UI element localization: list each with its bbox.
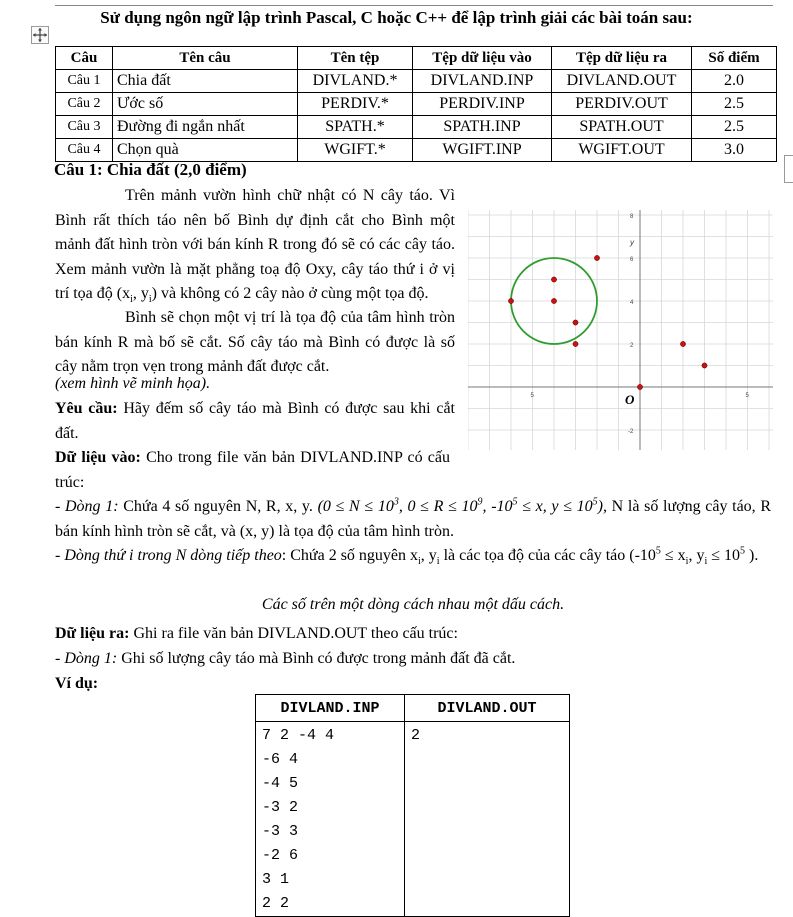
y-tick-label: 8 xyxy=(630,214,634,220)
apple-tree-point xyxy=(508,298,513,303)
problem-cell: 2.0 xyxy=(692,70,777,93)
problem-cell: PERDIV.* xyxy=(298,93,413,116)
col-header: Tên tệp xyxy=(298,47,413,70)
requirement: Yêu cầu: Hãy đếm số cây táo mà Bình có được sau khi cắt đất. xyxy=(55,400,455,442)
problem-row xyxy=(56,116,777,139)
apple-tree-point xyxy=(637,384,642,389)
problem-cell: Đường đi ngắn nhất xyxy=(113,116,298,139)
paragraph-2: Bình sẽ chọn một vị trí là tọa độ của tâm hình tròn bán kính R mà bố sẽ cắt. Số cây táo mà Bình có được là số cây nằm trọn vẹn trong mảnh đất được cắt. xyxy=(55,309,455,375)
problem-cell: SPATH.INP xyxy=(413,116,552,139)
problem-cell: SPATH.* xyxy=(298,116,413,139)
problem-cell: Chọn quà xyxy=(113,139,298,162)
x-tick-label: 5 xyxy=(530,393,534,399)
problem-cell: DIVLAND.INP xyxy=(413,70,552,93)
col-header: Số điểm xyxy=(692,47,777,70)
col-header: Câu xyxy=(56,47,113,70)
col-header: Tệp dữ liệu ra xyxy=(552,47,692,70)
x-tick-label: 5 xyxy=(745,393,749,399)
problem-table xyxy=(55,46,777,162)
problem-cell: Chia đất xyxy=(113,70,298,93)
y-tick-label: 2 xyxy=(630,343,634,349)
problem-row xyxy=(56,70,777,93)
move-icon xyxy=(32,27,48,43)
example-output-cell xyxy=(405,722,570,917)
problem-row xyxy=(56,93,777,116)
y-tick-label: -2 xyxy=(628,429,634,435)
input-line-i: - Dòng thứ i trong N dòng tiếp theo: Chứa 2 số nguyên $x_i$, $y_i$ là các tọa độ của các cây táo ($-10^5 \le x_i$, $y_i \le 10^5$ ). xyxy=(55,545,759,568)
col-header: Tệp dữ liệu vào xyxy=(413,47,552,70)
problem-cell: WGIFT.OUT xyxy=(552,139,692,162)
problem-cell: 2.5 xyxy=(692,116,777,139)
y-tick-label: 4 xyxy=(630,300,634,306)
input-line-1: - Dòng 1: Chứa 4 số nguyên N, R, x, y. ($0 \le N \le 10^3$, $0 \le R \le 10^9$, $-10^5 \le x$, $y \le 10^5$), N là số lượng cây táo, R bán kính hình tròn sẽ cắt, và (x, y) là tọa độ của tâm hình tròn. xyxy=(55,496,772,540)
origin-label: O xyxy=(625,392,635,407)
problem-cell: Câu 3 xyxy=(56,116,113,139)
example-input-line: -6 4 xyxy=(262,751,299,768)
paragraph-1-text: Trên mảnh vườn hình chữ nhật có N cây táo. Vì Bình rất thích táo nên bố Bình dự định cắt cho Bình một mảnh đất hình tròn với bán kính R trong đó sẽ có các cây táo. Xem mảnh vườn là mặt phẳng toạ độ Oxy, cây táo thứ i ở vị trí tọa độ ($x_i$, $y_i$) và không có 2 cây nào ở cùng một tọa độ. xyxy=(55,187,455,306)
margin-marker xyxy=(784,155,793,183)
apple-tree-point xyxy=(680,341,685,346)
problem-cell: PERDIV.INP xyxy=(413,93,552,116)
problem-cell: 3.0 xyxy=(692,139,777,162)
problem-cell: Câu 2 xyxy=(56,93,113,116)
example-input-header: DIVLAND.INP xyxy=(256,695,405,722)
example-input-line: -3 3 xyxy=(262,823,299,840)
y-tick-label: 6 xyxy=(630,257,634,263)
example-input-cell xyxy=(256,722,405,917)
output-line-1: - Dòng 1: Ghi số lượng cây táo mà Bình có được trong mảnh đất đã cắt. xyxy=(55,650,516,667)
separator-note: Các số trên một dòng cách nhau một dấu cách. xyxy=(261,596,565,613)
output-spec: Dữ liệu ra: Ghi ra file văn bản DIVLAND.OUT theo cấu trúc: xyxy=(55,625,458,642)
problem-cell: WGIFT.INP xyxy=(413,139,552,162)
problem-cell: 2.5 xyxy=(692,93,777,116)
problem-cell: Câu 4 xyxy=(56,139,113,162)
problem-table-header xyxy=(56,47,777,70)
problem-cell: DIVLAND.OUT xyxy=(552,70,692,93)
paragraph-3: (xem hình vẽ minh họa). xyxy=(55,375,211,392)
example-input-line: 7 2 -4 4 xyxy=(262,727,335,744)
example-output-header: DIVLAND.OUT xyxy=(405,695,570,722)
table-move-handle[interactable] xyxy=(31,26,49,44)
problem-cell: Câu 1 xyxy=(56,70,113,93)
example-input-line: -4 5 xyxy=(262,775,299,792)
problem-cell: DIVLAND.* xyxy=(298,70,413,93)
apple-tree-point xyxy=(702,363,707,368)
example-input-line: 3 1 xyxy=(262,871,290,888)
example-table xyxy=(255,694,570,917)
apple-tree-point xyxy=(573,341,578,346)
apple-tree-point xyxy=(551,277,556,282)
problem-cell: WGIFT.* xyxy=(298,139,413,162)
top-rule xyxy=(55,5,773,6)
example-input-line: -2 6 xyxy=(262,847,299,864)
example-input-line: -3 2 xyxy=(262,799,299,816)
question-heading: Câu 1: Chia đất (2,0 điểm) xyxy=(54,160,247,179)
apple-tree-point xyxy=(551,298,556,303)
problem-cell: SPATH.OUT xyxy=(552,116,692,139)
problem-cell: Ước số xyxy=(113,93,298,116)
apple-tree-point xyxy=(573,320,578,325)
coordinate-figure xyxy=(468,210,773,450)
col-header: Tên câu xyxy=(113,47,298,70)
problem-cell: PERDIV.OUT xyxy=(552,93,692,116)
page-title: Sử dụng ngôn ngữ lập trình Pascal, C hoặc C++ để lập trình giải các bài toán sau: xyxy=(100,8,693,27)
input-spec: Dữ liệu vào: Cho trong file văn bản DIVLAND.INP có cấu trúc: xyxy=(55,449,451,491)
problem-row xyxy=(56,139,777,162)
y-axis-label: y xyxy=(630,238,634,247)
example-output-line: 2 xyxy=(411,727,421,744)
apple-tree-point xyxy=(594,255,599,260)
example-input-line: 2 2 xyxy=(262,895,290,912)
example-label: Ví dụ: xyxy=(55,675,99,692)
